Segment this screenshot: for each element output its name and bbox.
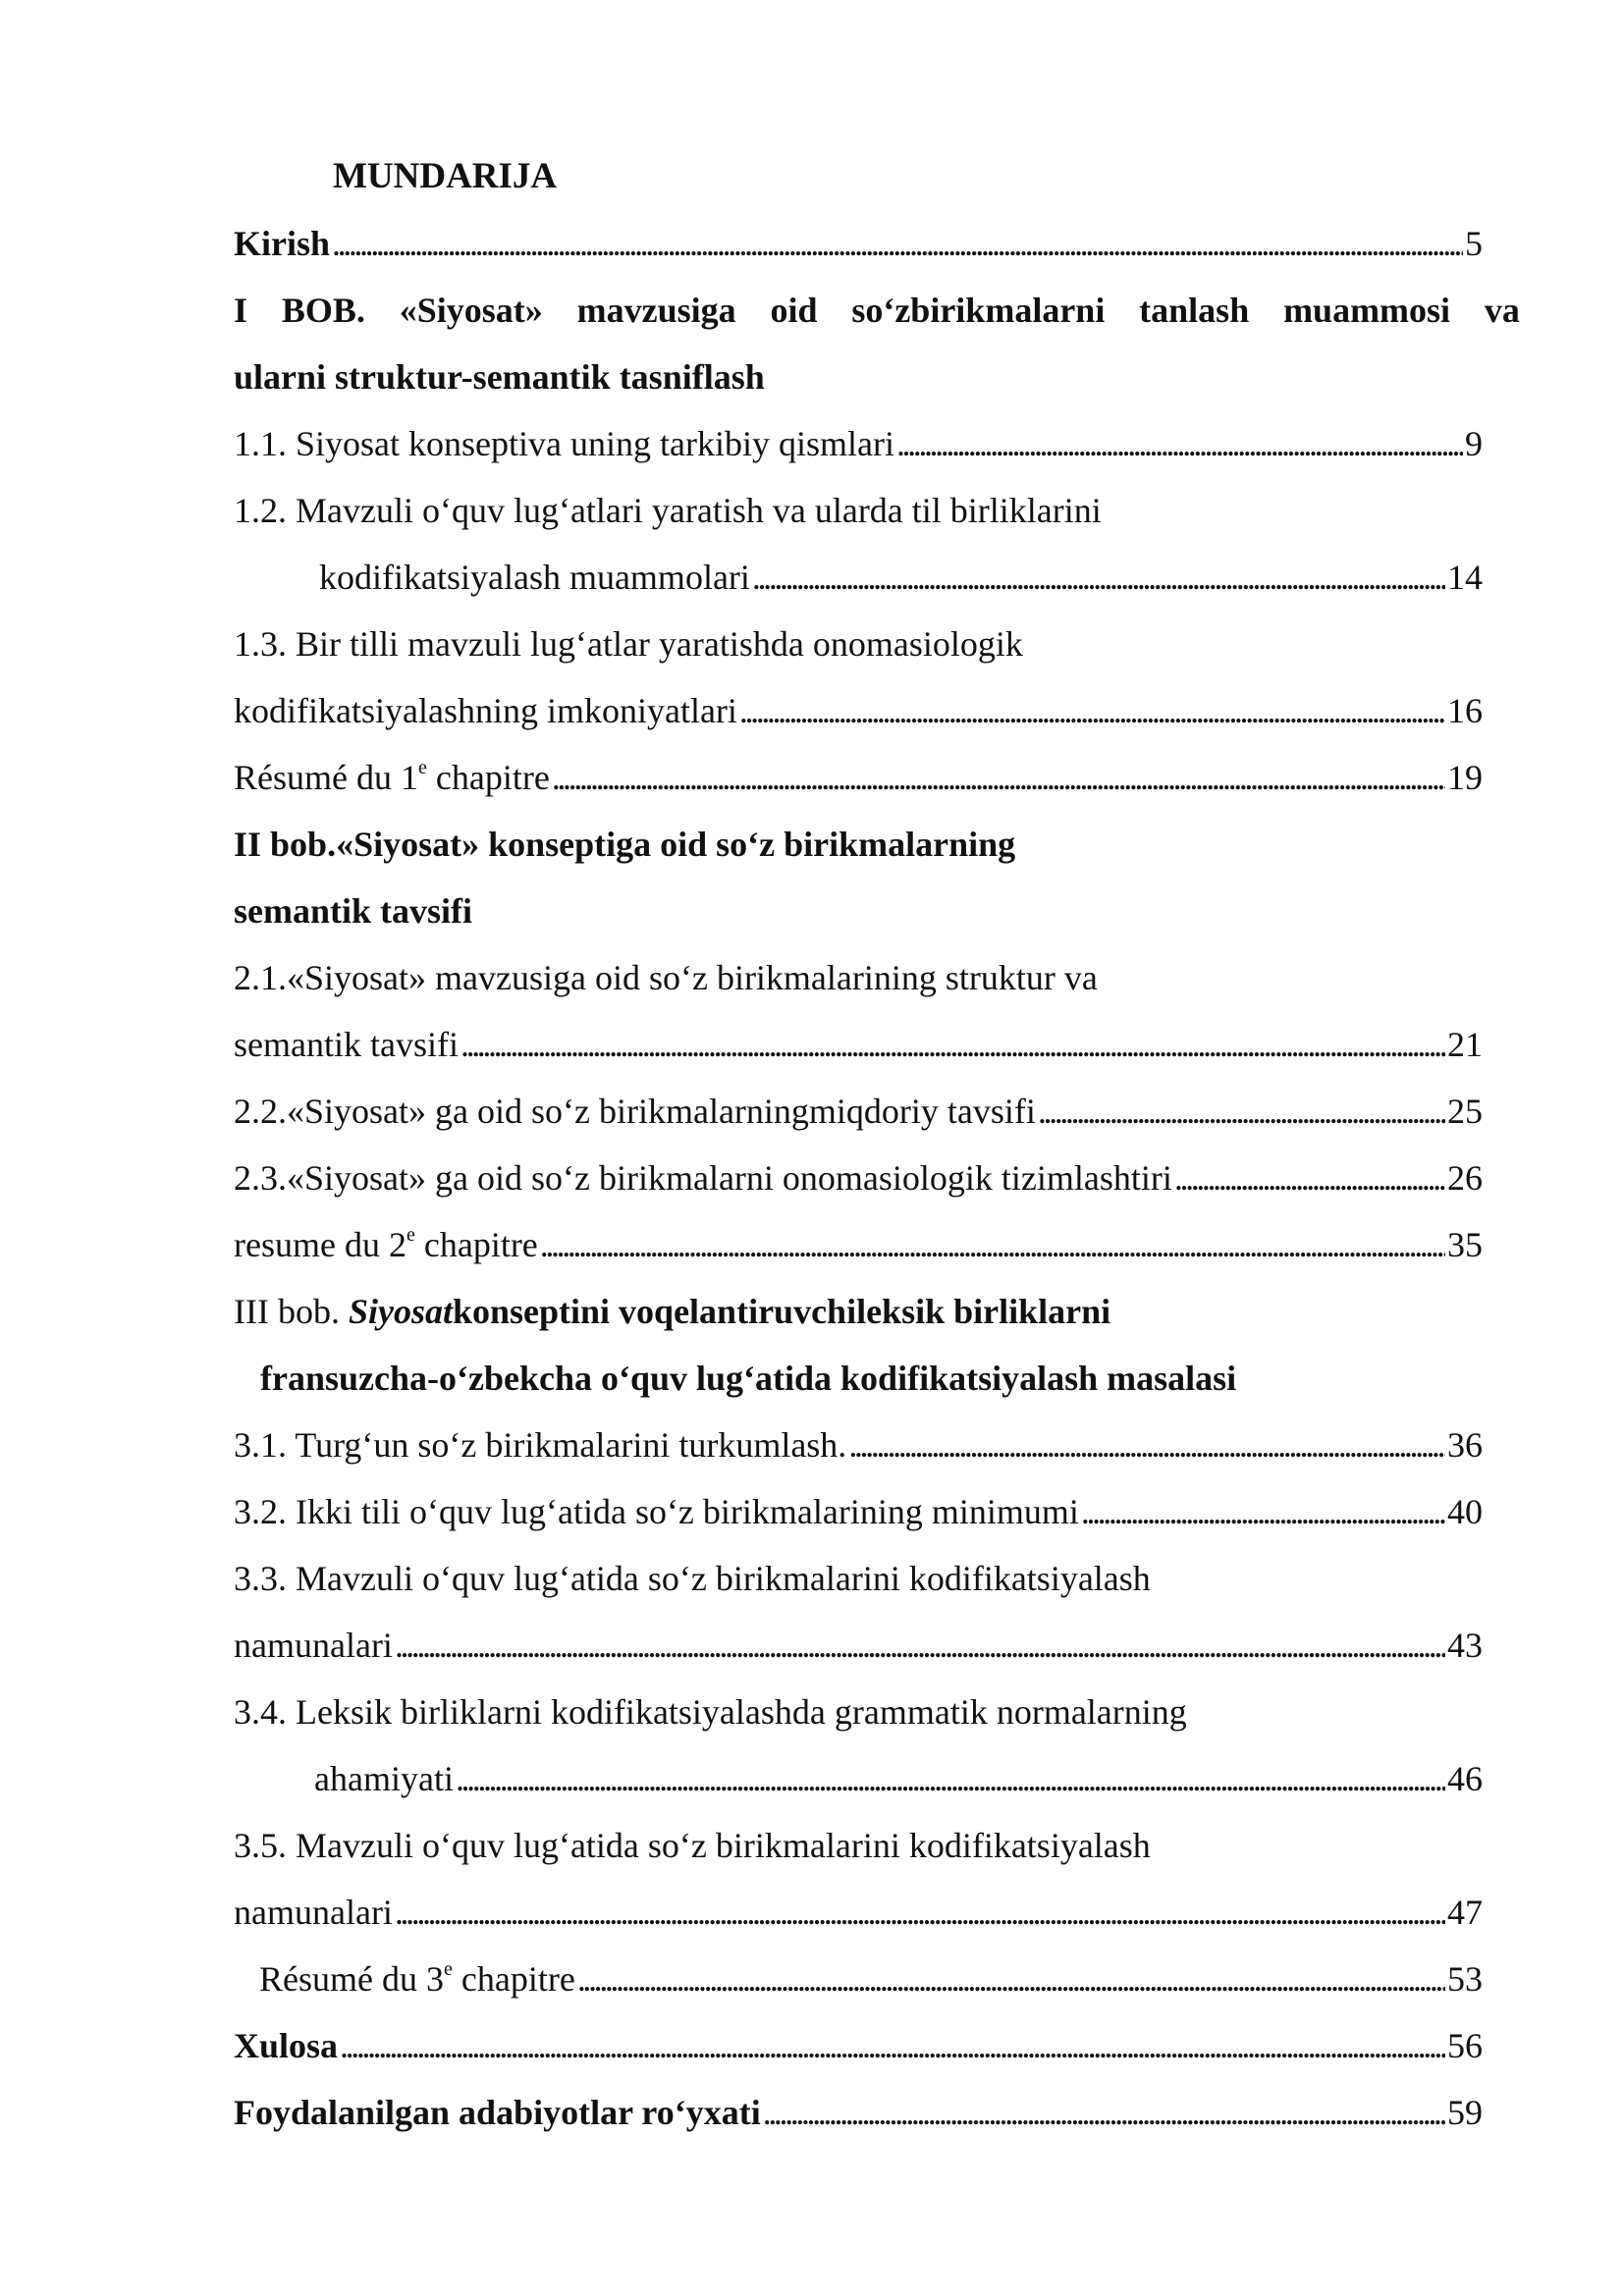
- toc-entry-3-5-cont[interactable]: [234, 1879, 1483, 1946]
- toc-entry-3-1[interactable]: [234, 1412, 1483, 1478]
- toc-entry-xulosa[interactable]: [234, 2012, 1483, 2079]
- page-number: 16: [1447, 691, 1483, 730]
- toc-entry-1-3-cont[interactable]: [234, 677, 1483, 744]
- entry-text: II bob.«Siyosat» konseptiga oid so‘z birikmalarning: [234, 825, 1016, 864]
- dot-leader: [395, 1612, 1445, 1679]
- entry-text: 2.2.«Siyosat» ga oid so‘z birikmalarningmiqdoriy tavsifi: [234, 1092, 1036, 1131]
- page-number: 56: [1447, 2026, 1483, 2065]
- heading-word: «Siyosat»: [399, 291, 543, 330]
- toc-entry-3-3[interactable]: [234, 1545, 1151, 1612]
- entry-text: 2.3.«Siyosat» ga oid so‘z birikmalarni onomasiologik tizimlashtiri: [234, 1158, 1172, 1198]
- heading-word: mavzusiga: [576, 291, 736, 330]
- toc-entry-1-2[interactable]: [234, 477, 1102, 544]
- dot-leader: [460, 1011, 1445, 1078]
- entry-text: ahamiyati: [314, 1759, 454, 1798]
- heading-word: so‘zbirikmalarni: [851, 291, 1106, 330]
- toc-entry-1-3[interactable]: [234, 611, 1023, 677]
- toc-title: MUNDARIJA: [333, 156, 558, 196]
- page-number: 19: [1447, 758, 1483, 797]
- heading-word: oid: [770, 291, 818, 330]
- page-number: 26: [1447, 1158, 1483, 1198]
- toc-chapter-1-heading[interactable]: [234, 277, 1520, 344]
- heading-word: muammosi: [1283, 291, 1451, 330]
- toc-entry-kirish[interactable]: [234, 210, 1483, 277]
- dot-leader: [540, 1211, 1445, 1278]
- page-number: 21: [1447, 1025, 1483, 1064]
- toc-chapter-2-heading-cont[interactable]: [234, 878, 472, 944]
- entry-text: Résumé du 3e chapitre: [259, 1958, 575, 1999]
- entry-text: 2.1.«Siyosat» mavzusiga oid so‘z birikmalarining struktur va: [234, 958, 1098, 997]
- dot-leader: [456, 1745, 1445, 1812]
- toc-entry-resume-2[interactable]: [234, 1211, 1483, 1278]
- entry-text: kodifikatsiyalash muammolari: [319, 558, 750, 597]
- entry-text: 3.5. Mavzuli o‘quv lug‘atida so‘z birikmalarini kodifikatsiyalash: [234, 1826, 1151, 1865]
- heading-word: I: [234, 291, 248, 330]
- toc-entry-resume-3[interactable]: [259, 1946, 1483, 2012]
- entry-text: Xulosa: [234, 2026, 339, 2065]
- entry-text: fransuzcha-o‘zbekcha o‘quv lug‘atida kodifikatsiyalash masalasi: [260, 1359, 1237, 1398]
- dot-leader: [1174, 1145, 1445, 1211]
- heading-word: BOB.: [281, 291, 365, 330]
- toc-chapter-2-heading[interactable]: [234, 811, 1015, 878]
- entry-text: Résumé du 1e chapitre: [234, 757, 550, 797]
- toc-entry-1-2-cont[interactable]: [319, 544, 1483, 611]
- entry-text: resume du 2e chapitre: [234, 1224, 538, 1264]
- toc-entry-resume-1[interactable]: [234, 744, 1483, 811]
- dot-leader: [332, 210, 1463, 277]
- heading-word: tanlash: [1139, 291, 1250, 330]
- entry-text: 1.3. Bir tilli mavzuli lug‘atlar yaratishda onomasiologik: [234, 624, 1023, 664]
- page-number: 53: [1447, 1959, 1483, 1999]
- dot-leader: [1081, 1478, 1445, 1545]
- dot-leader: [848, 1412, 1445, 1478]
- page-number: 43: [1447, 1626, 1483, 1665]
- toc-entry-bibliography[interactable]: [234, 2079, 1483, 2146]
- toc-entry-3-4-cont[interactable]: [314, 1745, 1483, 1812]
- dot-leader: [577, 1946, 1445, 2012]
- dot-leader: [395, 1879, 1445, 1946]
- toc-entry-3-4[interactable]: [234, 1679, 1187, 1745]
- entry-text: semantik tavsifi: [234, 891, 472, 931]
- toc-entry-3-3-cont[interactable]: [234, 1612, 1483, 1679]
- entry-text: 3.2. Ikki tili o‘quv lug‘atida so‘z birikmalarining minimumi: [234, 1492, 1079, 1531]
- page-number: 36: [1447, 1425, 1483, 1465]
- entry-text: semantik tavsifi: [234, 1025, 459, 1064]
- dot-leader: [739, 677, 1445, 744]
- page-number: 47: [1447, 1893, 1483, 1932]
- page-number: 59: [1447, 2093, 1483, 2132]
- toc-chapter-1-heading-cont[interactable]: [234, 344, 765, 410]
- page-number: 9: [1465, 424, 1483, 463]
- dot-leader: [552, 744, 1445, 811]
- toc-entry-1-1[interactable]: [234, 410, 1483, 477]
- entry-text: 3.1. Turg‘un so‘z birikmalarini turkumlash.: [234, 1425, 847, 1465]
- toc-chapter-3-heading-cont[interactable]: [260, 1345, 1236, 1412]
- entry-text: 1.2. Mavzuli o‘quv lug‘atlari yaratish va ularda til birliklarini: [234, 491, 1102, 530]
- heading-word: va: [1484, 291, 1520, 330]
- page-number: 25: [1447, 1092, 1483, 1131]
- entry-text: 3.4. Leksik birliklarni kodifikatsiyalashda grammatik normalarning: [234, 1692, 1187, 1732]
- toc-entry-3-5[interactable]: [234, 1812, 1151, 1879]
- dot-leader: [340, 2012, 1445, 2079]
- page-number: 14: [1447, 558, 1483, 597]
- toc-chapter-3-heading[interactable]: [234, 1278, 1110, 1345]
- entry-text: Foydalanilgan adabiyotlar ro‘yxati: [234, 2093, 761, 2132]
- page-number: 46: [1447, 1759, 1483, 1798]
- dot-leader: [752, 544, 1445, 611]
- dot-leader: [1038, 1078, 1445, 1145]
- entry-text: namunalari: [234, 1893, 393, 1932]
- dot-leader: [896, 410, 1463, 477]
- toc-entry-2-2[interactable]: [234, 1078, 1483, 1145]
- page-number: 35: [1447, 1225, 1483, 1264]
- toc-entry-2-1-cont[interactable]: [234, 1011, 1483, 1078]
- toc-entry-2-3[interactable]: [234, 1145, 1483, 1211]
- entry-text: III bob. Siyosatkonseptini voqelantiruvchileksik birliklarni: [234, 1292, 1111, 1331]
- toc-entry-2-1[interactable]: [234, 944, 1098, 1011]
- entry-text: kodifikatsiyalashning imkoniyatlari: [234, 691, 737, 730]
- page-number: 40: [1447, 1492, 1483, 1531]
- entry-text: Kirish: [234, 224, 331, 263]
- entry-text: 3.3. Mavzuli o‘quv lug‘atida so‘z birikmalarini kodifikatsiyalash: [234, 1559, 1151, 1598]
- dot-leader: [763, 2079, 1445, 2146]
- page-number: 5: [1465, 224, 1483, 263]
- entry-text: 1.1. Siyosat konseptiva uning tarkibiy qismlari: [234, 424, 894, 463]
- entry-text: ularni struktur-semantik tasniflash: [234, 357, 765, 397]
- entry-text: namunalari: [234, 1626, 393, 1665]
- toc-entry-3-2[interactable]: [234, 1478, 1483, 1545]
